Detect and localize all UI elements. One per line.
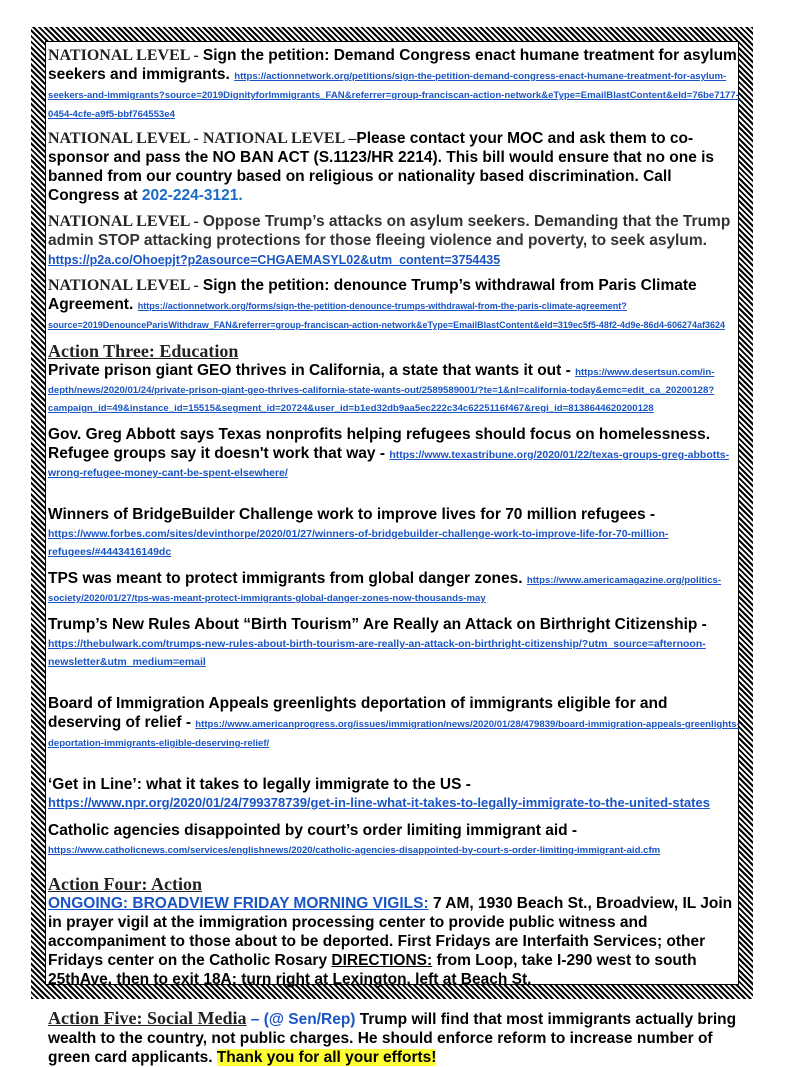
- paris-petition-link[interactable]: https://actionnetwork.org/forms/sign-the-petition-denounce-trumps-withdrawal-from-the-paris-climate-agreement?source=2019DenounceParisWithdraw_FAN&referrer=group-franciscan-action-network&eType=EmailBlastContent&eId=319ec5f5-48f2-4d9e-86d4-606274af3624: [48, 301, 726, 330]
- newsletter-content: [48, 44, 742, 1067]
- article-link[interactable]: https://www.desertsun.com/in-depth/news/2020/01/24/private-prison-giant-geo-thrives-california-state-wants-out/2589589001/?te=1&nl=california-today&emc=edit_ca_20200128?campaign_id=49&instance_id=15515&segment_id=20724&user_id=b1ed32db9aa5ec222c34c6225116f467&regi_id=8138644620200128: [48, 367, 715, 414]
- article-title: TPS was meant to protect immigrants from global danger zones.: [48, 570, 527, 587]
- vigils-link[interactable]: ONGOING: BROADVIEW FRIDAY MORNING VIGILS:: [48, 895, 429, 912]
- article-title: Gov. Greg Abbott says Texas nonprofits helping refugees should focus on homelessness. Refugee groups say it doesn't work that way -: [48, 426, 711, 462]
- education-item-4: [48, 569, 742, 606]
- article-title: Winners of BridgeBuilder Challenge work to improve lives for 70 million refugees -: [48, 506, 656, 523]
- article-link[interactable]: https://www.catholicnews.com/services/englishnews/2020/catholic-agencies-disappointed-by-court-s-order-limiting-immigrant-aid.cfm: [48, 845, 661, 856]
- national-item-text: Sign the petition: Demand Congress enact humane treatment for asylum seekers and immigrants.: [48, 47, 737, 83]
- article-link[interactable]: https://www.forbes.com/sites/devinthorpe/2020/01/27/winners-of-bridgebuilder-challenge-work-to-improve-life-for-70-million-refugees/#4443416149dc: [48, 528, 669, 558]
- national-item-text: Please contact your MOC and ask them to co-sponsor and pass the NO BAN ACT (S.1123/HR 2214). This bill would ensure that no one is banned from our country based on religious or nationality based discrimination. Call Congress at: [48, 130, 715, 204]
- vigil-text: 7 AM, 1930 Beach St., Broadview, IL Join in prayer vigil at the immigration processing center to provide public witness and accompaniment to those about to be deported. First Fridays are Interfaith Services; other Fridays center on the Catholic Rosary: [48, 895, 733, 969]
- asylum-link[interactable]: https://p2a.co/Ohoepjt?p2asource=CHGAEMASYL02&utm_content=3754435: [48, 253, 501, 267]
- petition-link[interactable]: https://actionnetwork.org/petitions/sign-the-petition-demand-congress-enact-humane-treatment-for-asylum-seekers-and-immigrants?source=2019DignityforImmigrants_FAN&referrer=group-franciscan-action-network&eType=EmailBlastContent&eId=76be7177-0454-4cfe-a9f5-bbf764553e4: [48, 71, 739, 120]
- directions-label: DIRECTIONS:: [331, 952, 433, 969]
- education-item-1: [48, 361, 742, 416]
- national-item-2: [48, 129, 742, 205]
- education-item-2: [48, 425, 742, 481]
- national-level-label: NATIONAL LEVEL -: [48, 277, 203, 294]
- national-item-3: [48, 212, 742, 269]
- national-item-text: Oppose Trump’s attacks on asylum seekers. Demanding that the Trump admin STOP attacking protections for those fleeing violence and poverty, to seek asylum.: [48, 213, 731, 249]
- sen-rep-handle: (@ Sen/Rep): [263, 1011, 356, 1028]
- education-item-8: [48, 821, 742, 858]
- action-five-heading: Action Five: Social Media: [48, 1008, 247, 1028]
- dash: –: [246, 1011, 264, 1028]
- thank-you-note: Thank you for all your efforts!: [216, 1049, 437, 1066]
- article-title: Trump’s New Rules About “Birth Tourism” Are Really an Attack on Birthright Citizenship -: [48, 616, 707, 633]
- education-item-5: [48, 615, 742, 670]
- national-level-label: NATIONAL LEVEL -: [48, 47, 203, 64]
- education-item-6: [48, 694, 742, 751]
- national-level-label: NATIONAL LEVEL -: [48, 213, 203, 230]
- social-media-text: Trump will find that most immigrants actually bring wealth to the country, not public charges. He should enforce reform to increase number of green card applicants.: [48, 1011, 737, 1066]
- article-link[interactable]: https://www.americanprogress.org/issues/immigration/news/2020/01/28/479839/board-immigration-appeals-greenlights-deportation-immigrants-eligible-deserving-relief/: [48, 719, 740, 749]
- article-title: Board of Immigration Appeals greenlights deportation of immigrants eligible for and deserving of relief -: [48, 695, 668, 731]
- action-three-heading: Action Three: Education: [48, 341, 239, 361]
- article-title: Catholic agencies disappointed by court’s order limiting immigrant aid -: [48, 822, 578, 839]
- social-media-section: [48, 1008, 742, 1067]
- congress-phone[interactable]: 202-224-3121.: [141, 187, 243, 204]
- education-item-7: [48, 775, 742, 812]
- education-item-3: [48, 505, 742, 560]
- directions-text: from Loop, take I-290 west to south 25thAve, then to exit 18A; turn right at Lexington, left at Beach St.: [48, 952, 697, 988]
- national-level-label: NATIONAL LEVEL - NATIONAL LEVEL –: [48, 130, 357, 147]
- vigil-details: [48, 894, 742, 989]
- article-link[interactable]: https://thebulwark.com/trumps-new-rules-about-birth-tourism-are-really-an-attack-on-birthright-citizenship/?utm_source=afternoon-newsletter&utm_medium=email: [48, 638, 706, 668]
- article-link[interactable]: https://www.npr.org/2020/01/24/799378739/get-in-line-what-it-takes-to-legally-immigrate-to-the-united-states: [48, 795, 710, 810]
- article-link[interactable]: https://www.americamagazine.org/politics-society/2020/01/27/tps-was-meant-protect-immigrants-global-danger-zones-now-thousands-may: [48, 575, 722, 604]
- article-link[interactable]: https://www.texastribune.org/2020/01/22/texas-groups-greg-abbotts-wrong-refugee-money-cant-be-spent-elsewhere/: [48, 449, 730, 479]
- national-item-4: [48, 276, 742, 333]
- article-title: Private prison giant GEO thrives in California, a state that wants it out -: [48, 362, 576, 379]
- national-item-text: Sign the petition: denounce Trump’s withdrawal from Paris Climate Agreement.: [48, 277, 697, 313]
- national-item-1: [48, 46, 742, 122]
- article-title: ‘Get in Line’: what it takes to legally immigrate to the US -: [48, 776, 471, 793]
- action-four-heading: Action Four: Action: [48, 874, 202, 894]
